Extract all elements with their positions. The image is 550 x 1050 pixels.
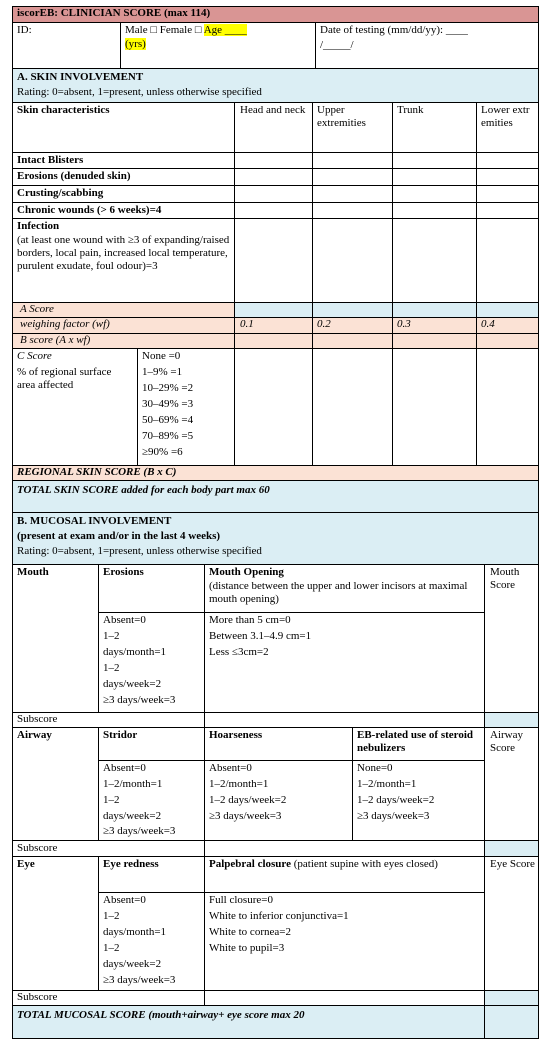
- stridor-option: Absent=0: [103, 762, 146, 774]
- redness-option: 1–2: [103, 942, 120, 954]
- item-crusting: Crusting/scabbing: [17, 187, 104, 199]
- region-trunk: Trunk: [397, 104, 424, 116]
- redness-option: 1–2: [103, 910, 120, 922]
- skin-heading: A. SKIN INVOLVEMENT: [17, 71, 144, 83]
- erosion-option: Absent=0: [103, 614, 146, 626]
- redness-option: ≥3 days/week=3: [103, 974, 176, 986]
- sex-label: Male □ Female □: [125, 24, 202, 36]
- redness-option: days/month=1: [103, 926, 167, 938]
- b-score-label: B score (A x wf): [20, 334, 91, 346]
- hoarseness-option: Absent=0: [209, 762, 252, 774]
- c-option: 1–9% =1: [142, 366, 183, 378]
- eye-label: Eye: [17, 858, 35, 870]
- infection-description: (at least one wound with ≥3 of expanding/raised borders, local pain, increased local temperature, purulent exudate, foul odour)=3: [17, 234, 230, 272]
- eye-subscore: Subscore: [17, 991, 58, 1003]
- age-label: Age ____: [203, 24, 247, 36]
- weight-head-neck: 0.1: [240, 318, 254, 330]
- c-option: 70–89% =5: [142, 430, 194, 442]
- erosion-option: days/month=1: [103, 646, 167, 658]
- stridor-option: days/week=2: [103, 810, 162, 822]
- c-option: 30–49% =3: [142, 398, 194, 410]
- erosion-option: days/week=2: [103, 678, 162, 690]
- date-line-2: /_____/: [320, 39, 354, 51]
- item-intact-blisters: Intact Blisters: [17, 154, 84, 166]
- c-option: 10–29% =2: [142, 382, 194, 394]
- c-option: None =0: [142, 350, 181, 362]
- opening-option: Between 3.1–4.9 cm=1: [209, 630, 312, 642]
- region-lower-extremities: Lower extremities: [481, 104, 530, 129]
- stridor-option: 1–2: [103, 794, 120, 806]
- region-upper-extremities: Upper extremities: [317, 104, 366, 129]
- erosion-option: ≥3 days/week=3: [103, 694, 176, 706]
- mouth-score-label: Mouth Score: [490, 566, 520, 591]
- total-mucosal-score: TOTAL MUCOSAL SCORE (mouth+airway+ eye score max 20: [17, 1009, 305, 1021]
- redness-option: days/week=2: [103, 958, 162, 970]
- date-label: Date of testing (mm/dd/yy): ____: [320, 24, 468, 36]
- hoarseness-option: 1–2/month=1: [209, 778, 269, 790]
- palpebral-option: White to pupil=3: [209, 942, 285, 954]
- mucosal-heading: B. MUCOSAL INVOLVEMENT: [17, 515, 172, 527]
- airway-subscore: Subscore: [17, 842, 58, 854]
- eye-redness-label: Eye redness: [103, 858, 159, 870]
- age-unit: (yrs): [125, 38, 146, 50]
- redness-option: Absent=0: [103, 894, 146, 906]
- erosion-option: 1–2: [103, 662, 120, 674]
- mucosal-rating: Rating: 0=absent, 1=present, unless otherwise specified: [17, 545, 262, 557]
- total-skin-score: TOTAL SKIN SCORE added for each body part max 60: [17, 484, 270, 496]
- nebulizer-option: None=0: [357, 762, 393, 774]
- mouth-opening-description: (distance between the upper and lower incisors at maximal mouth opening): [209, 580, 468, 605]
- airway-score-label: Airway Score: [490, 729, 523, 754]
- stridor-option: ≥3 days/week=3: [103, 825, 176, 837]
- stridor-option: 1–2/month=1: [103, 778, 163, 790]
- eye-score-label: Eye Score: [490, 858, 535, 870]
- item-chronic-wounds: Chronic wounds (> 6 weeks)=4: [17, 204, 162, 216]
- hoarseness-option: ≥3 days/week=3: [209, 810, 282, 822]
- item-erosions: Erosions (denuded skin): [17, 170, 131, 182]
- weight-trunk: 0.3: [397, 318, 411, 330]
- weighing-label: weighing factor (wf): [20, 318, 110, 330]
- id-label: ID:: [17, 24, 32, 36]
- c-score-description: % of regional surface area affected: [17, 366, 112, 391]
- c-option: 50–69% =4: [142, 414, 194, 426]
- regional-skin-score: REGIONAL SKIN SCORE (B x C): [17, 466, 177, 478]
- nebulizer-option: ≥3 days/week=3: [357, 810, 430, 822]
- c-option: ≥90% =6: [142, 446, 183, 458]
- palpebral-option: White to inferior conjunctiva=1: [209, 910, 349, 922]
- palpebral-option: Full closure=0: [209, 894, 273, 906]
- mouth-erosions-label: Erosions: [103, 566, 144, 578]
- hoarseness-option: 1–2 days/week=2: [209, 794, 287, 806]
- sex-checkboxes[interactable]: [125, 24, 247, 37]
- skin-rating: Rating: 0=absent, 1=present, unless otherwise specified: [17, 86, 262, 98]
- region-head-neck: Head and neck: [240, 104, 306, 116]
- stridor-label: Stridor: [103, 729, 138, 741]
- weight-upper: 0.2: [317, 318, 331, 330]
- opening-option: More than 5 cm=0: [209, 614, 291, 626]
- item-infection: Infection: [17, 220, 60, 232]
- mouth-label: Mouth: [17, 566, 49, 578]
- mucosal-subheading: (present at exam and/or in the last 4 weeks): [17, 530, 221, 542]
- form-title: iscorEB: CLINICIAN SCORE (max 114): [17, 7, 211, 19]
- palpebral-option: White to cornea=2: [209, 926, 291, 938]
- mouth-opening-label: Mouth Opening: [209, 566, 284, 578]
- nebulizer-label: EB-related use of steroid nebulizers: [357, 729, 473, 754]
- erosion-option: 1–2: [103, 630, 120, 642]
- mouth-subscore: Subscore: [17, 713, 58, 725]
- hoarseness-label: Hoarseness: [209, 729, 263, 741]
- a-score-label: A Score: [20, 303, 54, 315]
- nebulizer-option: 1–2 days/week=2: [357, 794, 435, 806]
- opening-option: Less ≤3cm=2: [209, 646, 269, 658]
- palpebral-label: Palpebral closure (patient supine with eyes closed): [209, 858, 438, 870]
- airway-label: Airway: [17, 729, 52, 741]
- weight-lower: 0.4: [481, 318, 495, 330]
- nebulizer-option: 1–2/month=1: [357, 778, 417, 790]
- c-score-label: C Score: [17, 350, 52, 362]
- skin-col-label: Skin characteristics: [17, 104, 110, 116]
